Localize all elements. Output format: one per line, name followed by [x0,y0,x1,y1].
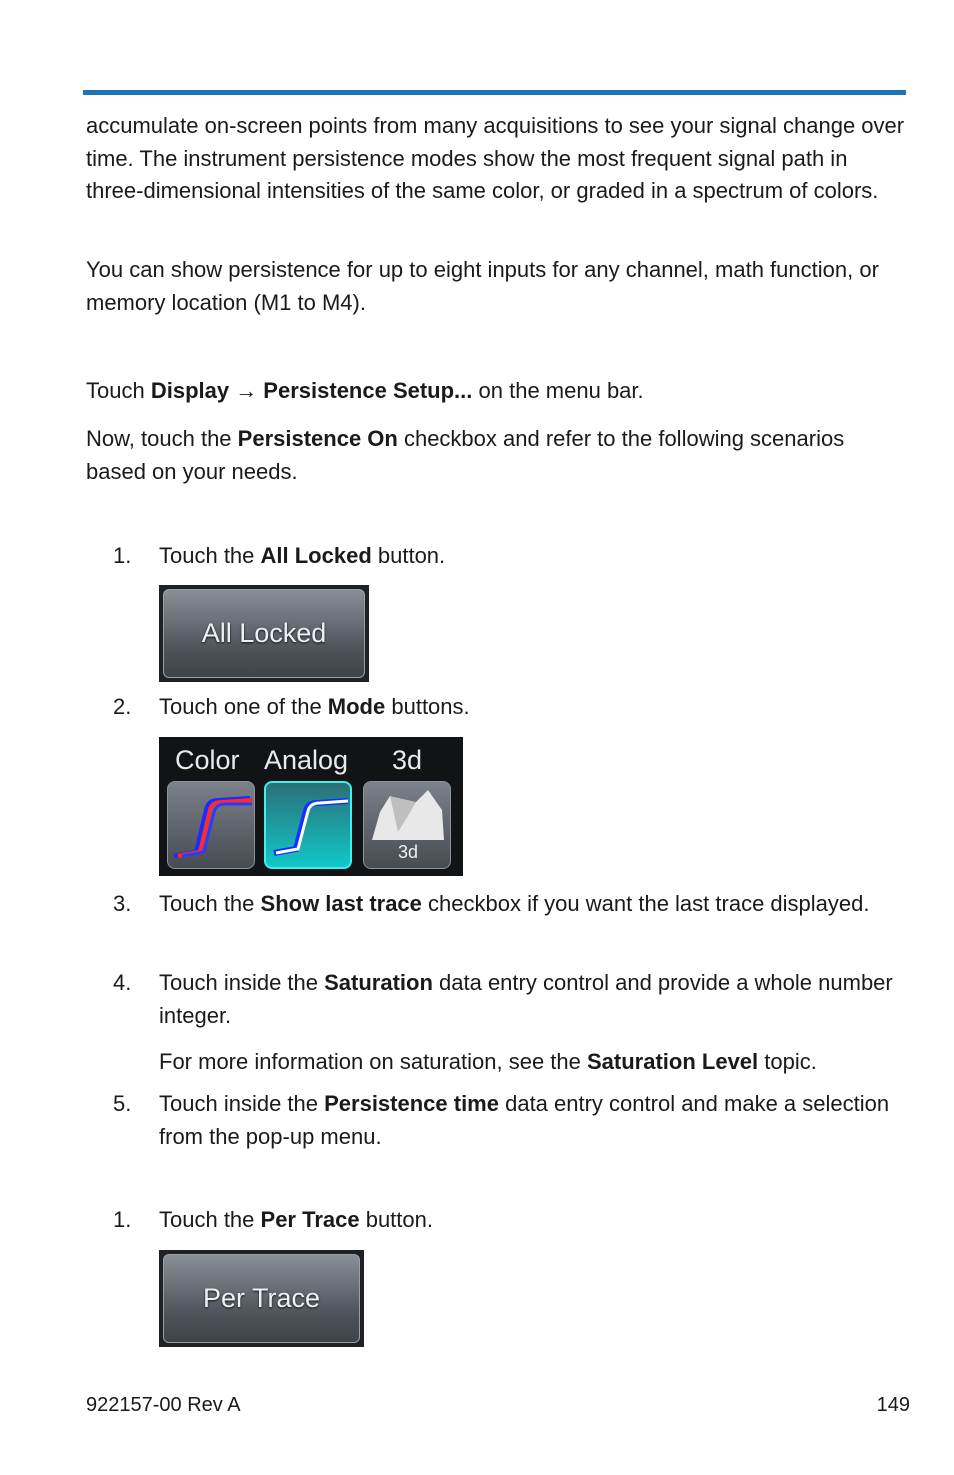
color-mode-button [167,781,255,869]
footer-doc-id: 922157-00 Rev A [86,1394,241,1416]
footer-page-number: 149 [876,1394,910,1416]
3d-mode-button [363,781,451,869]
analog-persistence-icon [266,783,354,871]
3d-button-caption: 3d [397,842,419,862]
all-locked-button: All Locked [163,589,365,678]
per-trace-button-image [159,1250,364,1347]
header-rule [83,90,906,95]
color-persistence-icon [168,782,256,870]
all-locked-button-image [159,585,369,682]
mode-label-analog: Analog [264,745,349,775]
checkbox-instruction: Now, touch the Persistence On checkbox and refer to the following scenarios based on your needs. [86,426,845,484]
mode-label-3d: 3d [392,745,423,775]
mode-buttons-image [159,737,463,876]
mode-label-color: Color [175,745,240,775]
checkbox-name: Persistence On [237,426,398,451]
per-trace-button: Per Trace [163,1254,360,1343]
intro-paragraph-2: You can show persistence for up to eight inputs for any channel, math function, or memory location (M1 to M4). [86,257,879,315]
analog-mode-button [264,781,352,869]
menu-path: Display → Persistence Setup... [150,378,473,403]
intro-paragraph-1: accumulate on-screen points from many acquisitions to see your signal change over time. The instrument persistence modes show the most frequent signal path in three-dimensional intensities of the same color, or graded in a spectrum of colors. [86,113,905,203]
setup-instruction: Touch Display → Persistence Setup... on the menu bar. [86,378,644,403]
